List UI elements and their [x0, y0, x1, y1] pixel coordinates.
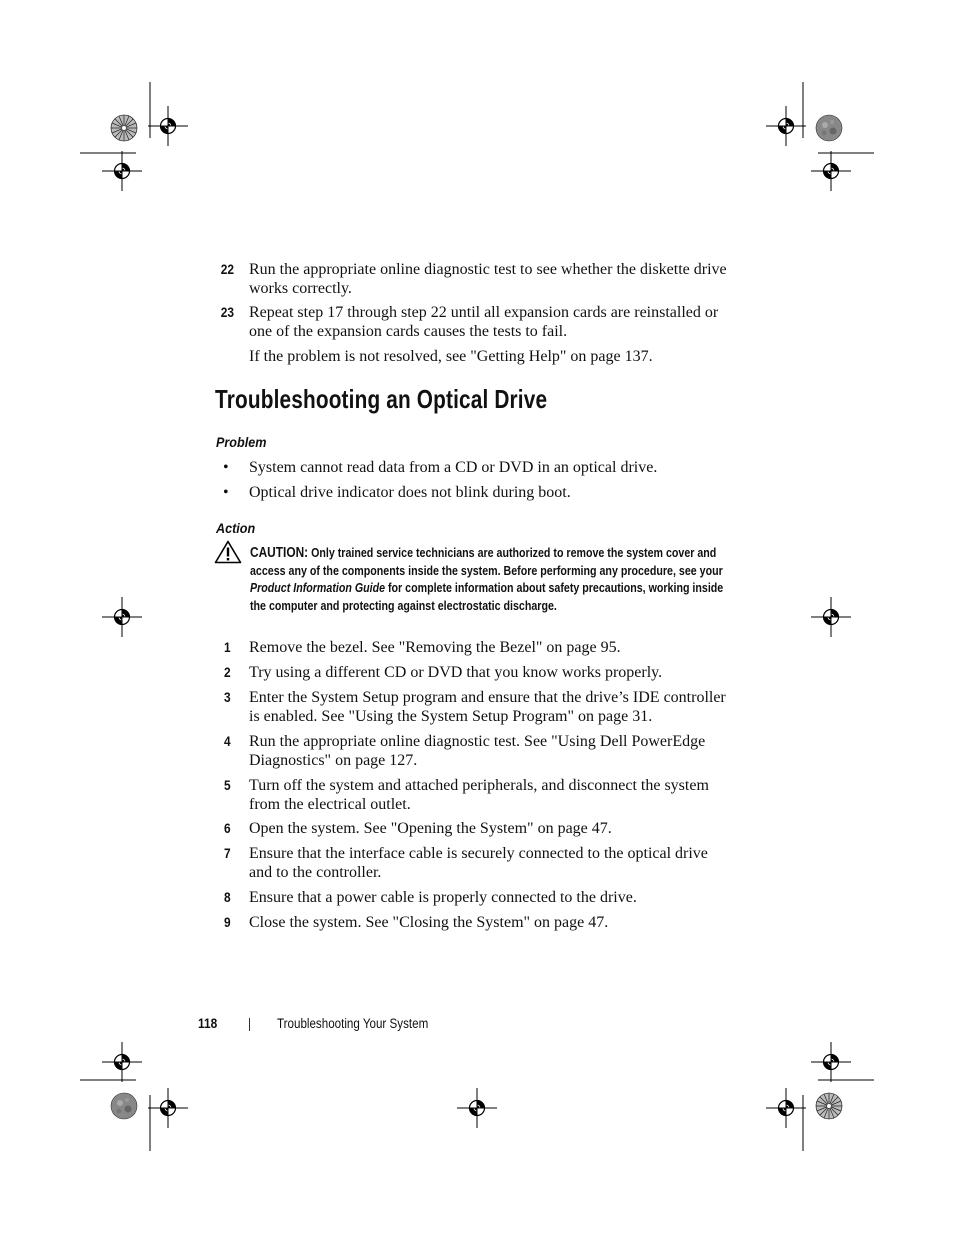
- caution-body-start: Only trained service technicians are authorized to remove the system cover and access any of the components inside the system. Before performing any procedure, see your: [250, 545, 723, 579]
- step-text: Try using a different CD or DVD that you know works properly.: [249, 664, 663, 681]
- right-middle-marks: [811, 597, 851, 637]
- intro-note: If the problem is not resolved, see "Getting Help" on page 137.: [249, 348, 653, 365]
- step-number: 8: [224, 889, 231, 905]
- bottom-right-corner-marks: [766, 1042, 874, 1151]
- step-text: Ensure that the interface cable is securely connected to the optical drive and to the controller.: [249, 845, 708, 881]
- step-text: Repeat step 17 through step 22 until all expansion cards are reinstalled or one of the expansion cards causes the tests to fail.: [249, 304, 719, 340]
- action-heading: Action: [216, 520, 256, 536]
- top-left-corner-marks: [80, 82, 188, 191]
- warning-triangle-icon: [214, 540, 242, 564]
- step-text: Run the appropriate online diagnostic test to see whether the diskette drive works correctly.: [249, 261, 727, 297]
- step-text: Turn off the system and attached peripherals, and disconnect the system from the electrical outlet.: [249, 777, 709, 813]
- step-text: Enter the System Setup program and ensure that the drive’s IDE controller is enabled. See "Using the System Setup Program" on page 31.: [249, 689, 726, 725]
- caution-label: CAUTION:: [250, 545, 309, 561]
- footer-chapter-title: Troubleshooting Your System: [277, 1016, 429, 1031]
- step-number: 9: [224, 914, 231, 930]
- step-number: 23: [220, 304, 234, 320]
- step-text: Close the system. See "Closing the System" on page 47.: [249, 914, 609, 931]
- step-number: 22: [220, 261, 234, 277]
- left-middle-marks: [102, 597, 142, 637]
- step-text: Run the appropriate online diagnostic test. See "Using Dell PowerEdge Diagnostics" on page 127.: [249, 733, 706, 769]
- step-text: Ensure that a power cable is properly connected to the drive.: [249, 889, 637, 906]
- bottom-left-corner-marks: [80, 1042, 188, 1151]
- product-information-guide-title: Product Information Guide: [250, 580, 386, 596]
- bullet-dot: •: [223, 459, 229, 476]
- step-number: 1: [224, 639, 231, 655]
- section-title: Troubleshooting an Optical Drive: [215, 384, 548, 414]
- step-number: 4: [224, 733, 231, 749]
- step-number: 7: [224, 845, 231, 861]
- step-number: 2: [224, 664, 231, 680]
- caution-text: [250, 544, 734, 614]
- caution-body-end: for complete information about safety precautions, working inside the computer and protecting against electrostatic discharge.: [250, 580, 724, 613]
- top-right-corner-marks: [766, 82, 874, 191]
- step-number: 6: [224, 820, 231, 836]
- step-text: Remove the bezel. See "Removing the Bezel" on page 95.: [249, 639, 621, 656]
- step-number: 3: [224, 689, 231, 705]
- bottom-center-marks: [457, 1088, 497, 1128]
- step-text: Open the system. See "Opening the System" on page 47.: [249, 820, 612, 837]
- problem-heading: Problem: [216, 434, 267, 450]
- footer-divider: [249, 1018, 250, 1031]
- bullet-dot: •: [223, 484, 229, 501]
- page-number: 118: [198, 1015, 218, 1031]
- step-number: 5: [224, 777, 231, 793]
- bullet-text: System cannot read data from a CD or DVD in an optical drive.: [249, 459, 658, 476]
- bullet-text: Optical drive indicator does not blink during boot.: [249, 484, 571, 501]
